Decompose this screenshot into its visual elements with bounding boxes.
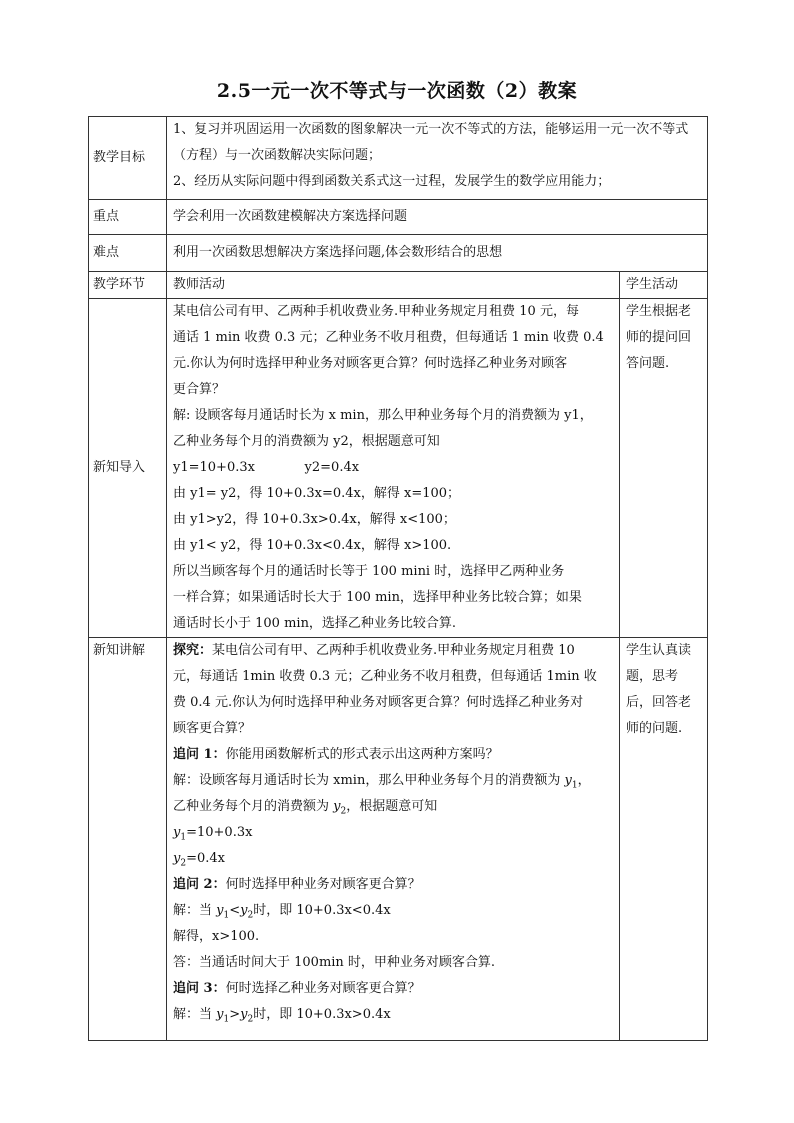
followup-question-3: 追问 3：何时选择乙种业务对顾客更合算？ bbox=[173, 981, 421, 996]
intro-line: 由 y1= y2，得 10+0.3x=0.4x，解得 x=100； bbox=[173, 486, 461, 501]
intro-row bbox=[89, 299, 708, 638]
objective-line: （方程）与一次函数解决实际问题； bbox=[173, 148, 382, 163]
explain-student-activity: 学生认真读题，思考后，回答老师的问题. bbox=[620, 638, 708, 1041]
difficulties-label: 难点 bbox=[89, 235, 167, 272]
objective-line: 1、复习并巩固运用一次函数的图象解决一元一次不等式的方法，能够运用一元一次不等式 bbox=[173, 122, 689, 137]
explore-line: 探究：某电信公司有甲、乙两种手机收费业务.甲种业务规定月租费 10 bbox=[173, 643, 575, 658]
equation-line: $y_1=10+0.3x$ bbox=[173, 825, 253, 843]
objective-line: 2、经历从实际问题中得到函数关系式这一过程，发展学生的数学应用能力； bbox=[173, 174, 611, 189]
intro-stage: 新知导入 bbox=[89, 299, 167, 638]
intro-line: 由 y1>y2，得 10+0.3x>0.4x，解得 x<100； bbox=[173, 512, 456, 527]
intro-line: 元.你认为何时选择甲种业务对顾客更合算？何时选择乙种业务对顾客 bbox=[173, 356, 568, 371]
equation-line: $y_2=0.4x$ bbox=[173, 851, 225, 869]
followup-question-1: 追问 1：你能用函数解析式的形式表示出这两种方案吗？ bbox=[173, 747, 499, 762]
solution-line: 解：当 $y_1<y_2$时，即 10+0.3x<0.4x bbox=[173, 903, 391, 921]
intro-line: 通话 1 min 收费 0.3 元；乙种业务不收月租费，但每通话 1 min 收费 0.4 bbox=[173, 330, 604, 345]
explore-line: 元，每通话 1min 收费 0.3 元；乙种业务不收月租费，但每通话 1min 收 bbox=[173, 669, 597, 684]
page-title: 2.5一元一次不等式与一次函数（2）教案 bbox=[216, 80, 578, 102]
header-stage: 教学环节 bbox=[89, 272, 167, 299]
intro-line: 某电信公司有甲、乙两种手机收费业务.甲种业务规定月租费 10 元，每 bbox=[173, 304, 579, 319]
solution-line: 解：当 $y_1>y_2$时，即 10+0.3x>0.4x bbox=[173, 1007, 391, 1025]
difficulties-row bbox=[89, 235, 708, 272]
explain-teacher-activity bbox=[167, 638, 620, 1041]
difficulties-content: 利用一次函数思想解决方案选择问题,体会数形结合的思想 bbox=[167, 235, 708, 272]
key-points-row bbox=[89, 200, 708, 235]
explore-line: 顾客更合算？ bbox=[173, 721, 252, 736]
header-teacher: 教师活动 bbox=[167, 272, 620, 299]
objectives-row bbox=[89, 117, 708, 200]
explain-row bbox=[89, 638, 708, 1041]
intro-teacher-activity bbox=[167, 299, 620, 638]
key-points-content: 学会利用一次函数建模解决方案选择问题 bbox=[167, 200, 708, 235]
solution-line: 乙种业务每个月的消费额为 $y_2$，根据题意可知 bbox=[173, 799, 438, 817]
intro-line: 乙种业务每个月的消费额为 y2，根据题意可知 bbox=[173, 434, 440, 449]
explore-line: 费 0.4 元.你认为何时选择甲种业务对顾客更合算？何时选择乙种业务对 bbox=[173, 695, 584, 710]
explore-label: 探究： bbox=[173, 643, 213, 658]
intro-line: 通话时长小于 100 min，选择乙种业务比较合算. bbox=[173, 616, 457, 631]
explain-stage: 新知讲解 bbox=[89, 638, 167, 1041]
objectives-content bbox=[167, 117, 708, 200]
header-student: 学生活动 bbox=[620, 272, 708, 299]
intro-line: y1=10+0.3x y2=0.4x bbox=[173, 460, 360, 475]
followup-question-2: 追问 2：何时选择甲种业务对顾客更合算？ bbox=[173, 877, 421, 892]
key-points-label: 重点 bbox=[89, 200, 167, 235]
header-row bbox=[89, 272, 708, 299]
objectives-label: 教学目标 bbox=[89, 117, 167, 200]
intro-line: 更合算？ bbox=[173, 382, 226, 397]
lesson-plan-table bbox=[88, 116, 708, 1041]
intro-line: 一样合算；如果通话时长大于 100 min，选择甲种业务比较合算；如果 bbox=[173, 590, 582, 605]
intro-line: 所以当顾客每个月的通话时长等于 100 mini 时，选择甲乙两种业务 bbox=[173, 564, 565, 579]
answer-line: 答：当通话时间大于 100min 时，甲种业务对顾客合算. bbox=[173, 955, 496, 970]
intro-line: 解: 设顾客每月通话时长为 x min，那么甲种业务每个月的消费额为 y1， bbox=[173, 408, 593, 423]
intro-line: 由 y1< y2，得 10+0.3x<0.4x，解得 x>100. bbox=[173, 538, 452, 553]
solution-line: 解：设顾客每月通话时长为 xmin，那么甲种业务每个月的消费额为 $y_1$， bbox=[173, 773, 591, 791]
solution-line: 解得，x>100. bbox=[173, 929, 260, 944]
intro-student-activity: 学生根据老师的提问回答问题. bbox=[620, 299, 708, 638]
